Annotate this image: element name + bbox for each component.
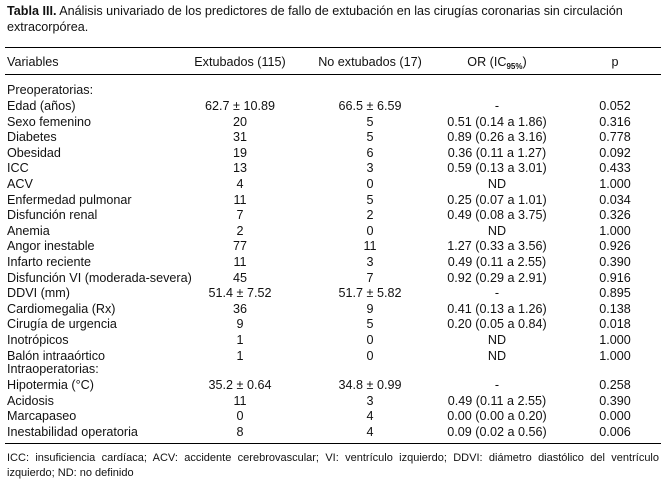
row-variable: Cirugía de urgencia: [7, 317, 117, 332]
row-extubados: 77: [232, 239, 247, 254]
row-p: 0.778: [599, 130, 631, 145]
header-no-extubados: No extubados (17): [318, 55, 422, 69]
row-extubados: 1: [236, 348, 244, 363]
row-no-extubados: 66.5 ± 6.59: [338, 99, 402, 113]
row-variable: Infarto reciente: [7, 255, 92, 269]
row-p: 0.926: [599, 239, 631, 254]
row-p: 0.390: [599, 393, 631, 408]
row-variable: Inestabilidad operatoria: [7, 424, 138, 439]
row-p: 0.895: [599, 286, 631, 301]
table-row: [0, 377, 666, 393]
row-p: 0.052: [599, 99, 631, 113]
row-extubados: 13: [232, 161, 247, 176]
row-variable: Balón intraaórtico: [7, 348, 106, 363]
table-row: [0, 238, 666, 254]
row-no-extubados: 5: [366, 317, 374, 332]
table-title-text: Análisis univariado de los predictores de fallo de extubación en las cirugías coronarias sin circulación extracorpórea.: [7, 4, 623, 34]
section-preoperatorias: Preoperatorias:: [7, 83, 94, 97]
row-or: 0.09 (0.02 a 0.56): [447, 424, 547, 439]
row-extubados: 20: [232, 114, 247, 129]
row-variable: Anemia: [7, 223, 50, 238]
row-no-extubados: 3: [366, 255, 374, 269]
row-variable: Enfermedad pulmonar: [7, 192, 132, 207]
row-no-extubados: 5: [366, 130, 374, 145]
row-or: -: [494, 286, 500, 301]
row-no-extubados: 7: [366, 270, 374, 285]
row-variable: Edad (años): [7, 99, 76, 113]
footnote: ICC: insuficiencia cardíaca; ACV: accidente cerebrovascular; VI: ventrículo izquierdo; DDVI: diámetro diastólico del ventrículo izquierdo; ND: no definido: [7, 452, 659, 479]
table-row: [0, 301, 666, 317]
row-variable: Marcapaseo: [7, 409, 77, 424]
row-p: 0.000: [599, 409, 631, 424]
row-or: 0.20 (0.05 a 0.84): [447, 317, 547, 332]
row-extubados: 8: [236, 424, 244, 439]
row-no-extubados: 3: [366, 161, 374, 176]
row-p: 0.326: [599, 208, 631, 223]
row-or: 0.59 (0.13 a 3.01): [447, 161, 547, 176]
table-row: [0, 270, 666, 286]
row-no-extubados: 11: [363, 239, 377, 254]
row-no-extubados: 6: [366, 145, 374, 160]
row-no-extubados: 0: [366, 348, 374, 363]
table-row: [0, 114, 666, 130]
row-p: 0.390: [599, 255, 631, 269]
row-variable: DDVI (mm): [7, 286, 70, 301]
row-or: 0.00 (0.00 a 0.20): [447, 409, 547, 424]
table-title-label: Tabla III.: [7, 4, 57, 18]
row-or: 1.27 (0.33 a 3.56): [447, 239, 547, 254]
row-or: 0.92 (0.29 a 2.91): [447, 270, 547, 285]
header-or-sub: 95%: [506, 62, 523, 71]
row-extubados: 51.4 ± 7.52: [208, 286, 272, 301]
table-row: [0, 223, 666, 239]
table-row: [0, 145, 666, 161]
row-extubados: 31: [232, 130, 247, 145]
header-extubados: Extubados (115): [194, 55, 286, 69]
table-row: [0, 316, 666, 332]
section-intraoperatorias: Intraoperatorias:: [7, 362, 99, 376]
row-p: 0.006: [599, 424, 631, 439]
table-row: [0, 254, 666, 270]
row-no-extubados: 51.7 ± 5.82: [338, 286, 402, 301]
row-p: 0.092: [599, 145, 631, 160]
top-rule: [5, 47, 661, 48]
row-variable: Disfunción VI (moderada-severa): [7, 270, 192, 285]
table-row: [0, 176, 666, 192]
row-extubados: 11: [233, 255, 247, 269]
row-no-extubados: 4: [366, 409, 374, 424]
row-variable: Inotrópicos: [7, 333, 69, 347]
row-extubados: 11: [233, 192, 247, 207]
row-p: 0.433: [599, 161, 631, 176]
table-row: [0, 129, 666, 145]
row-or: ND: [487, 223, 507, 238]
row-variable: Obesidad: [7, 145, 61, 160]
table-row: [0, 285, 666, 301]
row-or: 0.25 (0.07 a 1.01): [447, 192, 547, 207]
row-variable: Disfunción renal: [7, 208, 98, 223]
row-extubados: 0: [236, 409, 244, 424]
row-no-extubados: 5: [366, 114, 374, 129]
row-no-extubados: 4: [366, 424, 374, 439]
row-extubados: 7: [236, 208, 244, 223]
header-rule: [5, 74, 661, 75]
row-or: -: [494, 378, 500, 392]
row-p: 1.000: [599, 348, 631, 363]
table-row: [0, 160, 666, 176]
row-or: -: [494, 99, 500, 113]
row-variable: Acidosis: [7, 393, 54, 408]
row-p: 0.316: [599, 114, 631, 129]
row-p: 1.000: [599, 333, 631, 347]
table-row: [0, 332, 666, 348]
header-variables: Variables: [7, 55, 59, 69]
row-p: 1.000: [599, 177, 631, 191]
row-p: 0.018: [599, 317, 631, 332]
row-no-extubados: 9: [366, 301, 374, 316]
row-or: 0.49 (0.11 a 2.55): [447, 393, 547, 408]
row-or: 0.51 (0.14 a 1.86): [447, 114, 547, 129]
header-or-main: OR (IC: [467, 55, 507, 69]
row-extubados: 9: [236, 317, 244, 332]
table-row: [0, 348, 666, 364]
table-row: [0, 192, 666, 208]
row-variable: Sexo femenino: [7, 114, 92, 129]
row-extubados: 4: [236, 177, 244, 191]
row-extubados: 2: [236, 223, 244, 238]
row-or: 0.49 (0.11 a 2.55): [447, 255, 547, 269]
bottom-rule: [5, 443, 661, 444]
header-or: [437, 54, 557, 75]
header-p: p: [611, 55, 619, 69]
row-or: ND: [487, 333, 507, 347]
row-or: 0.41 (0.13 a 1.26): [447, 301, 547, 316]
row-no-extubados: 0: [366, 333, 374, 347]
row-p: 0.034: [599, 192, 631, 207]
row-or: ND: [487, 348, 507, 363]
row-no-extubados: 34.8 ± 0.99: [338, 378, 402, 392]
row-variable: ACV: [7, 177, 33, 191]
row-variable: Diabetes: [7, 130, 57, 145]
row-or: 0.49 (0.08 a 3.75): [447, 208, 547, 223]
table-row: [0, 424, 666, 440]
table-title: [7, 3, 659, 35]
row-extubados: 19: [232, 145, 247, 160]
row-variable: Hipotermia (°C): [7, 378, 94, 392]
table-row: [0, 98, 666, 114]
row-no-extubados: 0: [366, 223, 374, 238]
table-row: [0, 207, 666, 223]
row-no-extubados: 2: [366, 208, 374, 223]
row-no-extubados: 5: [366, 192, 374, 207]
row-variable: Angor inestable: [7, 239, 95, 254]
row-p: 0.916: [599, 270, 631, 285]
row-or: 0.36 (0.11 a 1.27): [447, 145, 547, 160]
row-or: 0.89 (0.26 a 3.16): [447, 130, 547, 145]
row-or: ND: [487, 177, 507, 191]
header-or-close: ): [522, 55, 527, 69]
row-extubados: 36: [232, 301, 247, 316]
row-variable: ICC: [7, 161, 29, 176]
row-extubados: 11: [233, 393, 247, 408]
row-p: 1.000: [599, 223, 631, 238]
table-row: [0, 393, 666, 409]
table-row: [0, 408, 666, 424]
row-p: 0.258: [599, 378, 631, 392]
row-p: 0.138: [599, 301, 631, 316]
row-extubados: 1: [236, 333, 244, 347]
row-no-extubados: 0: [366, 177, 374, 191]
row-variable: Cardiomegalia (Rx): [7, 301, 116, 316]
row-extubados: 62.7 ± 10.89: [205, 99, 275, 113]
row-extubados: 35.2 ± 0.64: [208, 378, 272, 392]
row-extubados: 45: [232, 270, 247, 285]
row-no-extubados: 3: [366, 393, 374, 408]
